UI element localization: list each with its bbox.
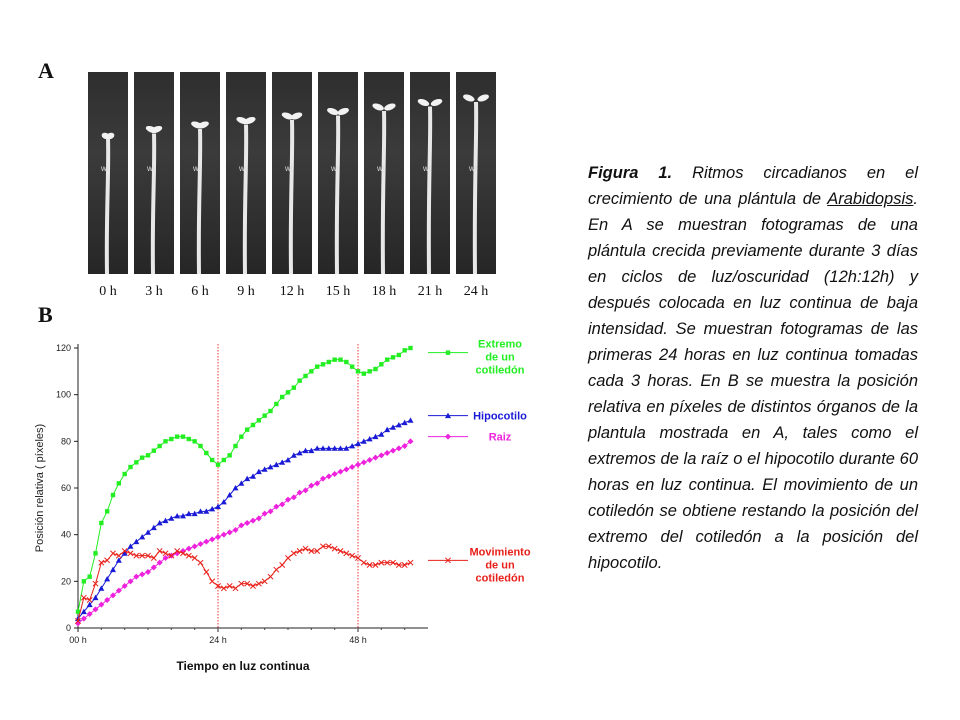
seedling-stem — [245, 125, 246, 275]
data-point — [146, 453, 150, 457]
data-point — [256, 469, 262, 474]
seedling-image — [410, 72, 450, 274]
time-label: 21 h — [417, 284, 443, 299]
panel-a-label: A — [38, 58, 54, 83]
data-point — [297, 450, 303, 455]
time-label: 9 h — [237, 284, 255, 299]
y-tick-label: 80 — [60, 436, 71, 447]
data-point — [361, 459, 367, 465]
seedling-frame — [410, 72, 450, 274]
data-point — [204, 451, 208, 455]
x-axis-label: Tiempo en luz continua — [176, 659, 310, 673]
data-point — [396, 445, 402, 451]
data-point — [332, 357, 336, 361]
data-point — [239, 434, 243, 438]
seedling-frame — [318, 72, 358, 274]
data-point — [384, 427, 390, 432]
data-point — [251, 423, 255, 427]
data-point — [262, 413, 266, 417]
data-point — [134, 460, 138, 464]
cotyledon — [462, 93, 475, 103]
seedling-frame — [456, 72, 496, 274]
time-label: 15 h — [325, 284, 351, 299]
data-point — [187, 437, 191, 441]
series-triangle — [75, 417, 414, 621]
data-point — [373, 455, 379, 461]
data-point — [227, 453, 231, 457]
data-point — [221, 532, 227, 538]
seedling-frame — [134, 72, 174, 274]
cotyledon — [150, 125, 163, 135]
caption-figure-number: Figura 1. — [588, 164, 673, 182]
data-point — [373, 367, 377, 371]
data-point — [227, 583, 232, 588]
cotyledon — [371, 102, 384, 112]
time-label: 24 h — [463, 284, 489, 299]
data-point — [198, 541, 204, 547]
time-label: 6 h — [191, 284, 209, 299]
data-point — [163, 518, 169, 523]
data-point — [326, 473, 332, 479]
data-point — [186, 553, 191, 558]
seedling-label: wt — [469, 164, 477, 173]
seedling-stem — [199, 129, 200, 274]
data-point — [408, 560, 413, 565]
data-point — [98, 585, 104, 590]
data-point — [367, 436, 373, 441]
data-point — [391, 355, 395, 359]
data-point — [350, 364, 354, 368]
x-tick-label: 48 h — [349, 635, 367, 645]
data-point — [157, 548, 162, 553]
data-point — [157, 520, 163, 525]
seedling-stem — [337, 116, 338, 275]
legend-label: de un — [485, 351, 515, 364]
data-point — [117, 481, 121, 485]
legend-label: Raiz — [488, 431, 512, 444]
data-point — [349, 464, 355, 470]
data-point — [408, 346, 412, 350]
data-point — [315, 364, 319, 368]
data-point — [385, 357, 389, 361]
data-point — [274, 402, 278, 406]
time-label: 0 h — [99, 284, 117, 299]
data-point — [355, 441, 361, 446]
legend-label: Hipocotilo — [473, 410, 527, 423]
data-point — [192, 439, 196, 443]
seedling-label: wt — [377, 164, 385, 173]
data-point — [256, 581, 261, 586]
legend-label: Extremo — [477, 338, 523, 351]
data-point — [446, 350, 450, 354]
cotyledon — [383, 102, 396, 112]
seedling-label: wt — [239, 164, 247, 173]
data-point — [292, 385, 296, 389]
data-point — [303, 546, 308, 551]
data-point — [169, 437, 173, 441]
data-point — [233, 444, 237, 448]
data-point — [361, 438, 367, 443]
data-point — [244, 520, 250, 526]
data-point — [274, 567, 279, 572]
y-axis-label: Posición relativa ( píxeles) — [34, 423, 46, 553]
data-point — [168, 515, 174, 520]
x-tick-label: 24 h — [209, 635, 227, 645]
series-line — [78, 441, 411, 623]
data-point — [192, 555, 197, 560]
legend-label: de un — [485, 559, 515, 572]
data-point — [355, 555, 360, 560]
data-point — [402, 348, 406, 352]
seedling-stem — [291, 120, 292, 274]
cotyledon — [337, 107, 350, 117]
data-point — [250, 583, 255, 588]
data-point — [338, 357, 342, 361]
data-point — [445, 434, 451, 440]
seedling-image — [88, 72, 128, 274]
seedling-frame — [226, 72, 266, 274]
cotyledon — [477, 93, 490, 103]
seedling-label: wt — [193, 164, 201, 173]
data-point — [303, 374, 307, 378]
data-point — [110, 551, 115, 556]
time-label: 12 h — [279, 284, 305, 299]
data-point — [244, 476, 250, 481]
data-point — [87, 574, 91, 578]
data-point — [250, 518, 256, 524]
data-point — [192, 543, 198, 549]
data-point — [309, 369, 313, 373]
seedling-stem — [429, 107, 430, 275]
seedling-image — [272, 72, 312, 274]
seedling-frame — [180, 72, 220, 274]
data-point — [210, 579, 215, 584]
data-point — [111, 493, 115, 497]
seedling-stem — [107, 138, 108, 274]
data-point — [186, 546, 192, 552]
data-point — [367, 457, 373, 463]
data-point — [215, 534, 221, 540]
data-point — [222, 458, 226, 462]
data-point — [93, 551, 97, 555]
data-point — [268, 464, 274, 469]
data-point — [262, 466, 268, 471]
seedling-image — [226, 72, 266, 274]
caption-text-1: Ritmos circadianos en el crecimiento de una plántula de — [588, 164, 919, 208]
data-point — [338, 469, 344, 475]
data-point — [285, 555, 290, 560]
data-point — [356, 369, 360, 373]
data-point — [332, 471, 338, 477]
data-point — [175, 434, 179, 438]
data-point — [93, 595, 99, 600]
seedling-label: wt — [101, 164, 109, 173]
data-point — [344, 360, 348, 364]
data-point — [105, 558, 110, 563]
seedling-label: wt — [331, 164, 339, 173]
cotyledon — [326, 107, 339, 117]
data-point — [279, 459, 285, 464]
seedling-frame — [364, 72, 404, 274]
data-point — [128, 551, 133, 556]
data-point — [297, 378, 301, 382]
seedling-frame — [272, 72, 312, 274]
data-point — [273, 462, 279, 467]
y-tick-label: 100 — [55, 389, 71, 400]
series-line — [78, 420, 411, 618]
data-point — [349, 443, 355, 448]
data-point — [104, 576, 110, 581]
data-point — [198, 560, 203, 565]
data-point — [321, 362, 325, 366]
cotyledon — [290, 111, 303, 121]
cotyledon — [430, 98, 443, 108]
data-point — [209, 506, 215, 511]
panel-b-label: B — [38, 302, 53, 327]
data-point — [390, 424, 396, 429]
data-point — [216, 462, 220, 466]
data-point — [198, 444, 202, 448]
data-point — [262, 579, 267, 584]
data-point — [396, 422, 402, 427]
data-point — [384, 450, 390, 456]
seedling-frame — [88, 72, 128, 274]
data-point — [203, 539, 209, 545]
seedling-image — [318, 72, 358, 274]
data-point — [257, 418, 261, 422]
data-point — [122, 472, 126, 476]
seedling-label: wt — [147, 164, 155, 173]
series-diamond — [75, 438, 414, 626]
data-point — [362, 371, 366, 375]
data-point — [105, 509, 109, 513]
growth-chart — [30, 330, 560, 680]
data-point — [268, 409, 272, 413]
data-point — [344, 551, 349, 556]
data-point — [327, 360, 331, 364]
data-point — [152, 448, 156, 452]
figure-caption — [588, 160, 918, 576]
data-point — [291, 551, 296, 556]
series-square — [76, 346, 413, 614]
seedling-stem — [475, 102, 476, 274]
x-tick-label: 00 h — [69, 635, 87, 645]
data-point — [140, 455, 144, 459]
data-point — [343, 466, 349, 472]
data-point — [378, 452, 384, 458]
seedling-stem — [153, 134, 154, 275]
y-tick-label: 40 — [60, 529, 71, 540]
y-tick-label: 120 — [55, 343, 71, 353]
data-point — [338, 548, 343, 553]
data-point — [204, 569, 209, 574]
legend-label: cotiledón — [475, 572, 525, 585]
data-point — [181, 434, 185, 438]
y-tick-label: 20 — [60, 576, 71, 587]
time-label: 3 h — [145, 284, 163, 299]
legend-label: cotiledón — [475, 364, 525, 377]
data-point — [408, 417, 414, 422]
y-tick-label: 60 — [60, 483, 71, 493]
seedling-image — [456, 72, 496, 274]
data-point — [268, 574, 273, 579]
data-point — [397, 353, 401, 357]
data-point — [99, 521, 103, 525]
data-point — [390, 448, 396, 454]
data-point — [361, 560, 366, 565]
legend-label: Movimiento — [469, 546, 531, 559]
seedling-label: wt — [285, 164, 293, 173]
data-point — [233, 586, 238, 591]
data-point — [227, 529, 233, 535]
chart-series — [75, 346, 414, 627]
data-point — [286, 390, 290, 394]
y-tick-label: 0 — [65, 623, 71, 633]
data-point — [151, 555, 156, 560]
data-point — [82, 579, 86, 583]
data-point — [367, 369, 371, 373]
cotyledon — [417, 98, 430, 108]
seedling-image — [364, 72, 404, 274]
data-point — [297, 548, 302, 553]
data-point — [280, 395, 284, 399]
caption-text-2: . En A se muestran fotogramas de una plántula crecida previamente durante 3 días en ciclos de luz/oscuridad (12h:12h) y después colocada en luz continua de baja intensidad. Se muestran fotogramas de las primeras 24 horas en luz continua tomadas cada 3 horas. En B se muestra la posición relativa en píxeles de distintos órganos de la plantula mostrada en A, tales como el extremos de la raíz o el hipocotilo durante 60 horas en luz continua. El movimiento de un cotiledón se obtiene restando la posición del extremo del cotiledón a la posición del hipocotilo. — [588, 190, 918, 572]
data-point — [379, 362, 383, 366]
data-point — [110, 567, 116, 572]
data-point — [163, 439, 167, 443]
data-point — [332, 546, 337, 551]
data-point — [245, 427, 249, 431]
chart-legend — [428, 339, 531, 585]
data-point — [280, 562, 285, 567]
data-point — [350, 553, 355, 558]
seedling-image — [134, 72, 174, 274]
data-point — [209, 536, 215, 542]
seedling-stem — [383, 111, 384, 274]
series-line — [78, 348, 411, 612]
caption-genus: Arabidopsis — [827, 190, 914, 208]
data-point — [128, 465, 132, 469]
data-point — [157, 444, 161, 448]
seedling-image — [180, 72, 220, 274]
data-point — [373, 434, 379, 439]
data-point — [210, 458, 214, 462]
data-point — [402, 420, 408, 425]
time-label: 18 h — [371, 284, 397, 299]
seedling-label: wt — [423, 164, 431, 173]
data-point — [291, 452, 297, 457]
data-point — [139, 571, 145, 577]
data-point — [355, 462, 361, 468]
data-point — [221, 586, 226, 591]
